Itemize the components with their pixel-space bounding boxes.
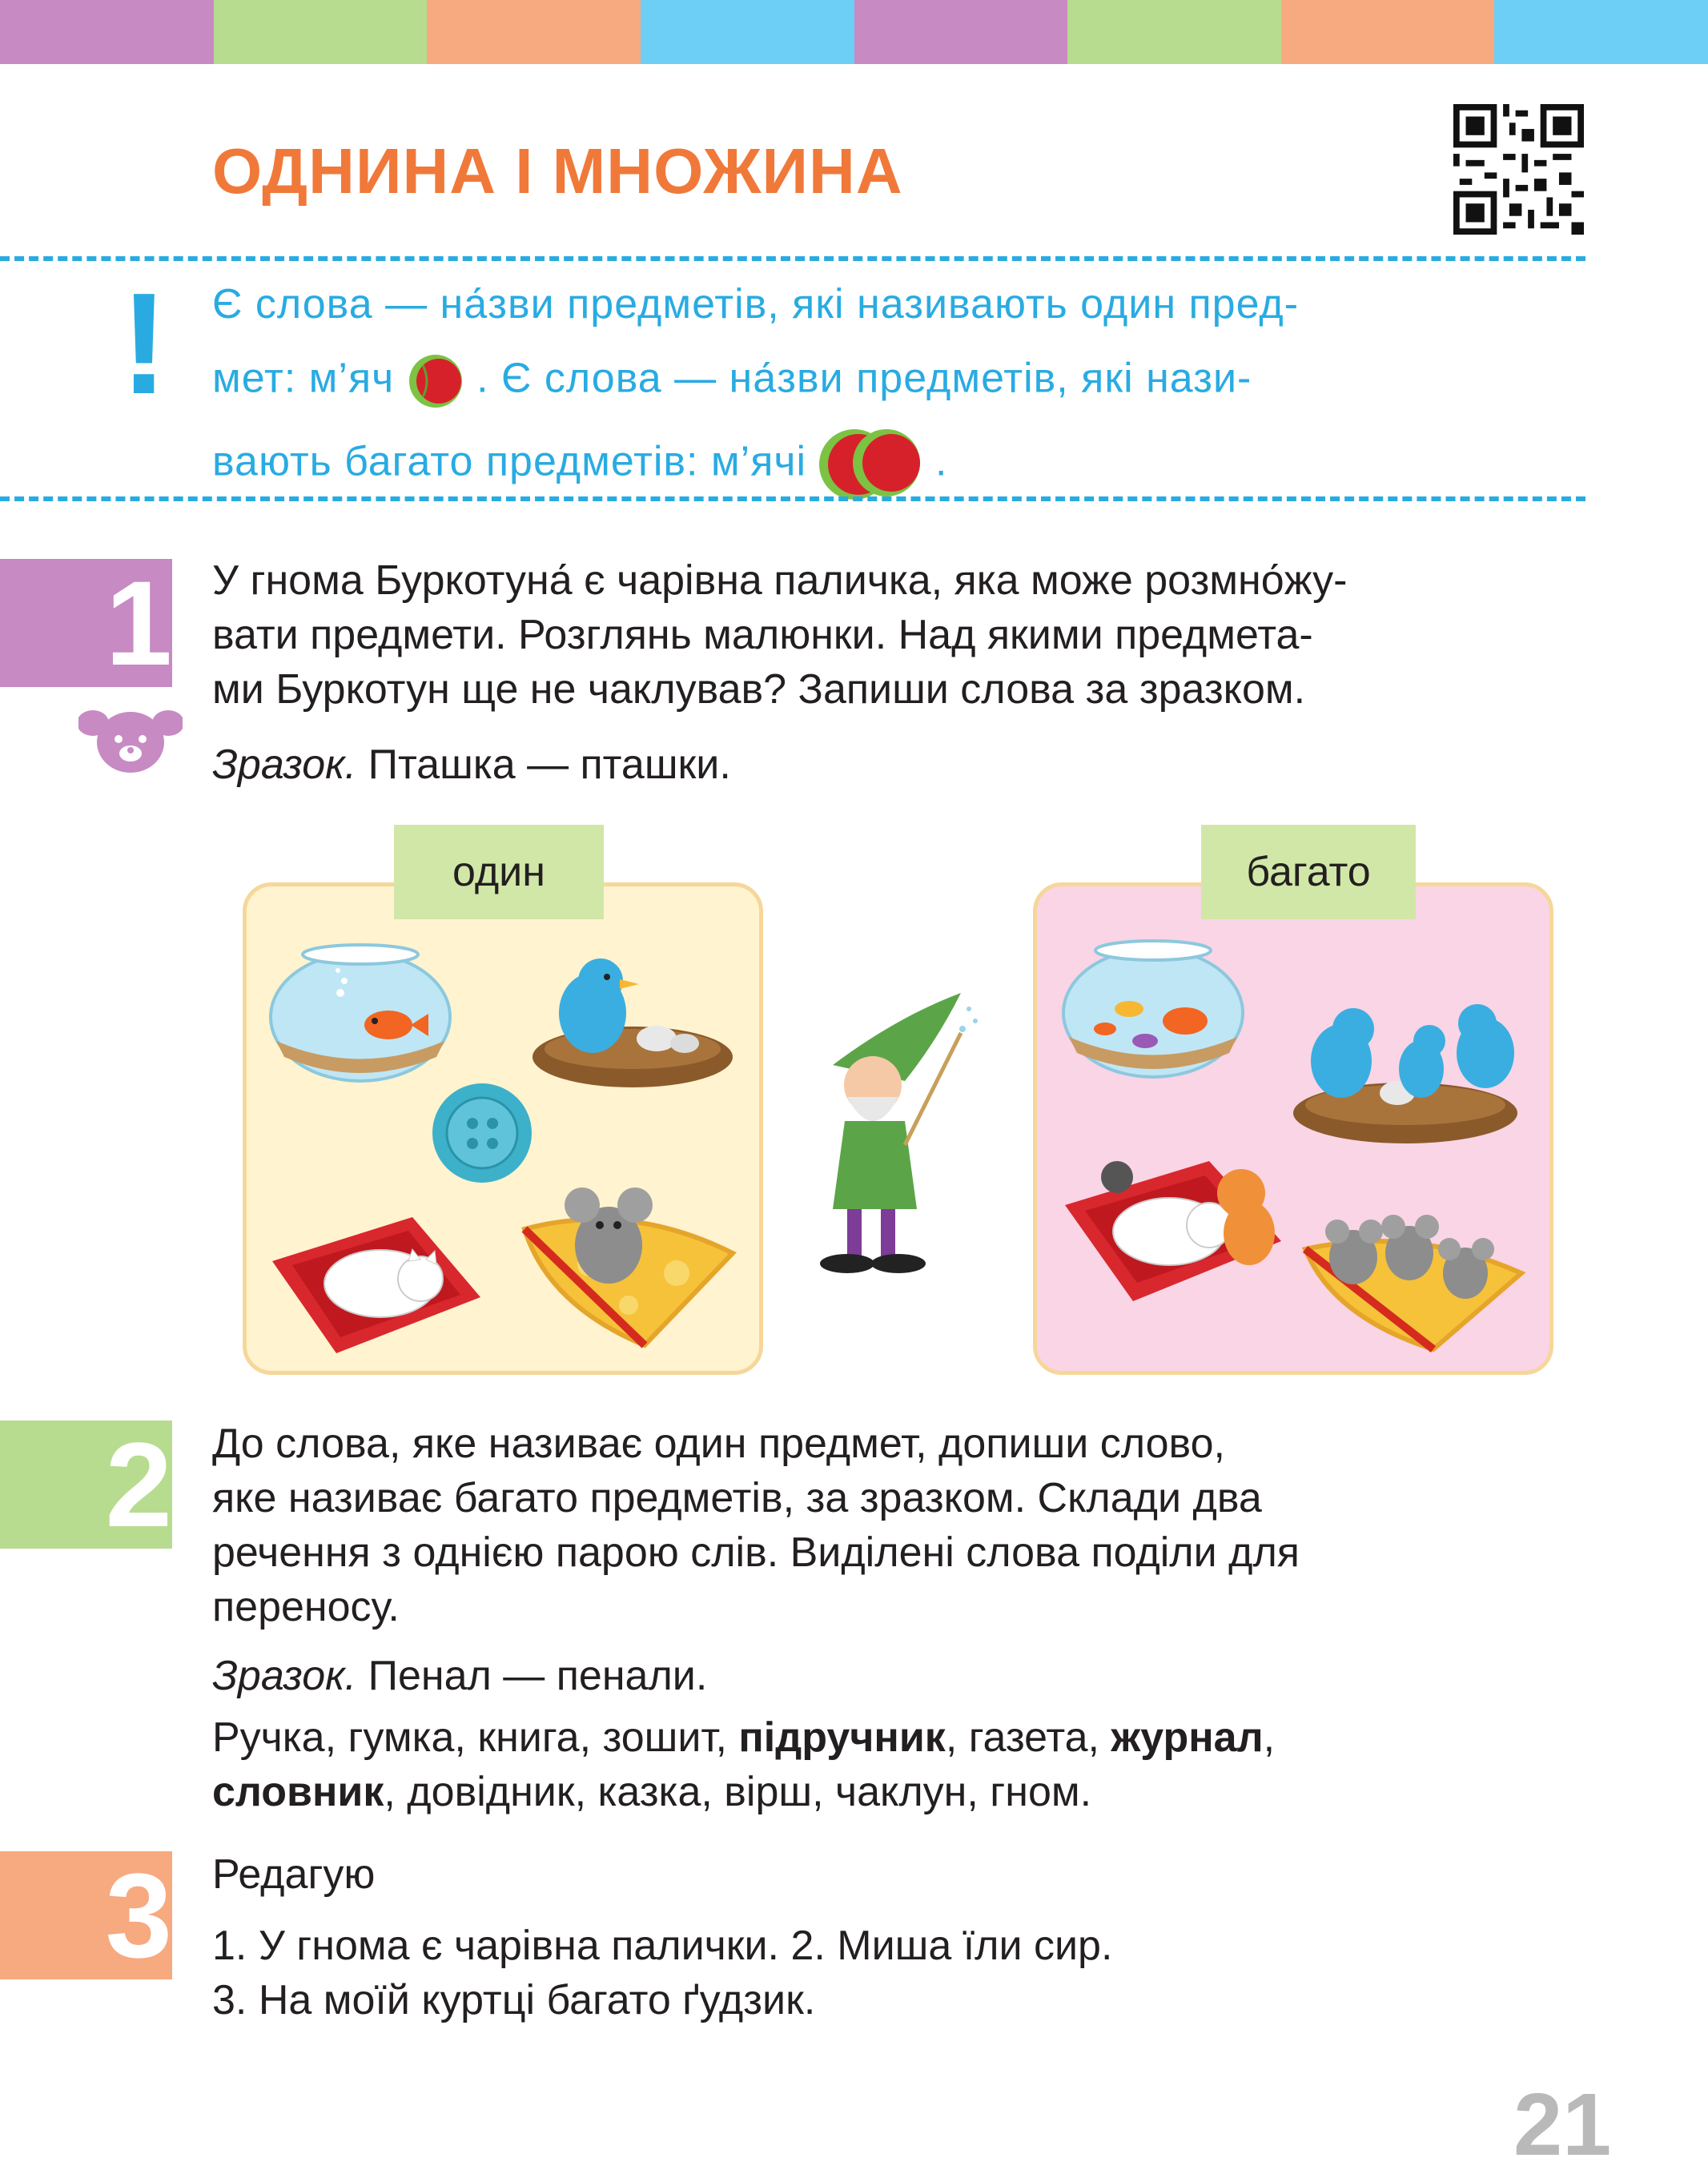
highlighted-word: підручник — [738, 1714, 946, 1761]
sample-text: Пенал — пенали. — [356, 1653, 708, 1699]
sample-text: Пташка — пташки. — [356, 741, 731, 788]
rule-text: вають багато предметів: м’ячі — [212, 438, 807, 485]
mouse-on-cheese-icon — [516, 1177, 741, 1353]
fishbowl-many-icon — [1057, 933, 1249, 1081]
qr-code-icon[interactable] — [1453, 104, 1584, 235]
exercise2-line-2: яке називає багато предметів, за зразком. Склади два — [212, 1475, 1262, 1521]
rule-text: . Є слова — на́зви предметів, які нази- — [476, 355, 1252, 402]
exercise-number-text: 1 — [105, 556, 172, 690]
exercise3-heading: Редагую — [212, 1851, 376, 1898]
stripe-segment — [1067, 0, 1281, 64]
exercise1-line-1: У гнома Буркотуна́ є чарівна паличка, яка може розмно́жу- — [212, 557, 1348, 604]
exercise3-line-2: 3. На моїй куртці багато ґудзик. — [212, 1977, 816, 2023]
exercise-number-text: 2 — [105, 1417, 172, 1552]
highlighted-word: словник — [212, 1769, 384, 1815]
rule-top-divider — [0, 256, 1585, 261]
word-list: , — [1263, 1714, 1276, 1761]
stripe-segment — [854, 0, 1068, 64]
page-title: ОДНИНА І МНОЖИНА — [212, 135, 903, 207]
exercise2-line-3: речення з однією парою слів. Виділені слова поділи для — [212, 1529, 1300, 1576]
exercise1-sample — [212, 741, 731, 789]
header-stripe — [0, 0, 1708, 64]
stripe-segment — [1281, 0, 1495, 64]
stripe-segment — [0, 0, 214, 64]
stripe-segment — [214, 0, 428, 64]
word-list: , довідник, казка, вірш, чаклун, гном. — [384, 1769, 1092, 1815]
fishbowl-icon — [264, 937, 456, 1085]
exercise-number-1 — [0, 556, 172, 690]
exercise-number-2 — [0, 1417, 172, 1552]
bird-nest-icon — [520, 949, 737, 1089]
mice-on-cheese-icon — [1297, 1209, 1529, 1353]
word-list: Ручка, гумка, книга, зошит, — [212, 1714, 739, 1761]
tag-one: один — [394, 825, 604, 919]
exclamation-icon: ! — [120, 263, 168, 424]
exercise-number-3 — [0, 1848, 172, 1983]
button-icon — [428, 1079, 537, 1187]
gnome-icon — [777, 985, 1025, 1281]
ball-icon — [407, 352, 464, 410]
rule-line-2 — [212, 352, 1252, 410]
rule-text: . — [934, 438, 948, 485]
exercise3-line-1: 1. У гнома є чарівна палички. 2. Миша їли сир. — [212, 1923, 1113, 1969]
rule-text: мет: м’яч — [212, 355, 395, 402]
rule-line-1: Є слова — на́зви предметів, які називають один пред- — [212, 281, 1300, 328]
tag-many: багато — [1201, 825, 1416, 919]
exercise2-sample — [212, 1652, 707, 1700]
exercise2-line-4: переносу. — [212, 1584, 400, 1630]
exercise1-line-2: вати предмети. Розглянь малюнки. Над якими предмета- — [212, 612, 1313, 658]
stripe-segment — [641, 0, 854, 64]
exercise2-words-line-2 — [212, 1768, 1091, 1816]
exercise2-words-line-1 — [212, 1714, 1275, 1762]
sample-label: Зразок. — [212, 1653, 357, 1699]
highlighted-word: журнал — [1111, 1714, 1264, 1761]
word-list: , газета, — [945, 1714, 1111, 1761]
rule-bottom-divider — [0, 496, 1585, 501]
exercise-number-text: 3 — [105, 1848, 172, 1983]
cats-on-pillow-icon — [1057, 1145, 1289, 1305]
birds-nest-many-icon — [1285, 993, 1533, 1145]
cat-on-pillow-icon — [260, 1205, 488, 1357]
stripe-segment — [1494, 0, 1708, 64]
sample-label: Зразок. — [212, 741, 357, 788]
dog-face-icon — [78, 701, 183, 777]
rule-line-3 — [212, 424, 947, 504]
stripe-segment — [427, 0, 641, 64]
balls-icon — [818, 424, 922, 504]
page-number: 21 — [1513, 2076, 1612, 2174]
exercise2-line-1: До слова, яке називає один предмет, допиши слово, — [212, 1421, 1225, 1467]
exercise1-line-3: ми Буркотун ще не чаклував? Запиши слова за зразком. — [212, 666, 1306, 713]
